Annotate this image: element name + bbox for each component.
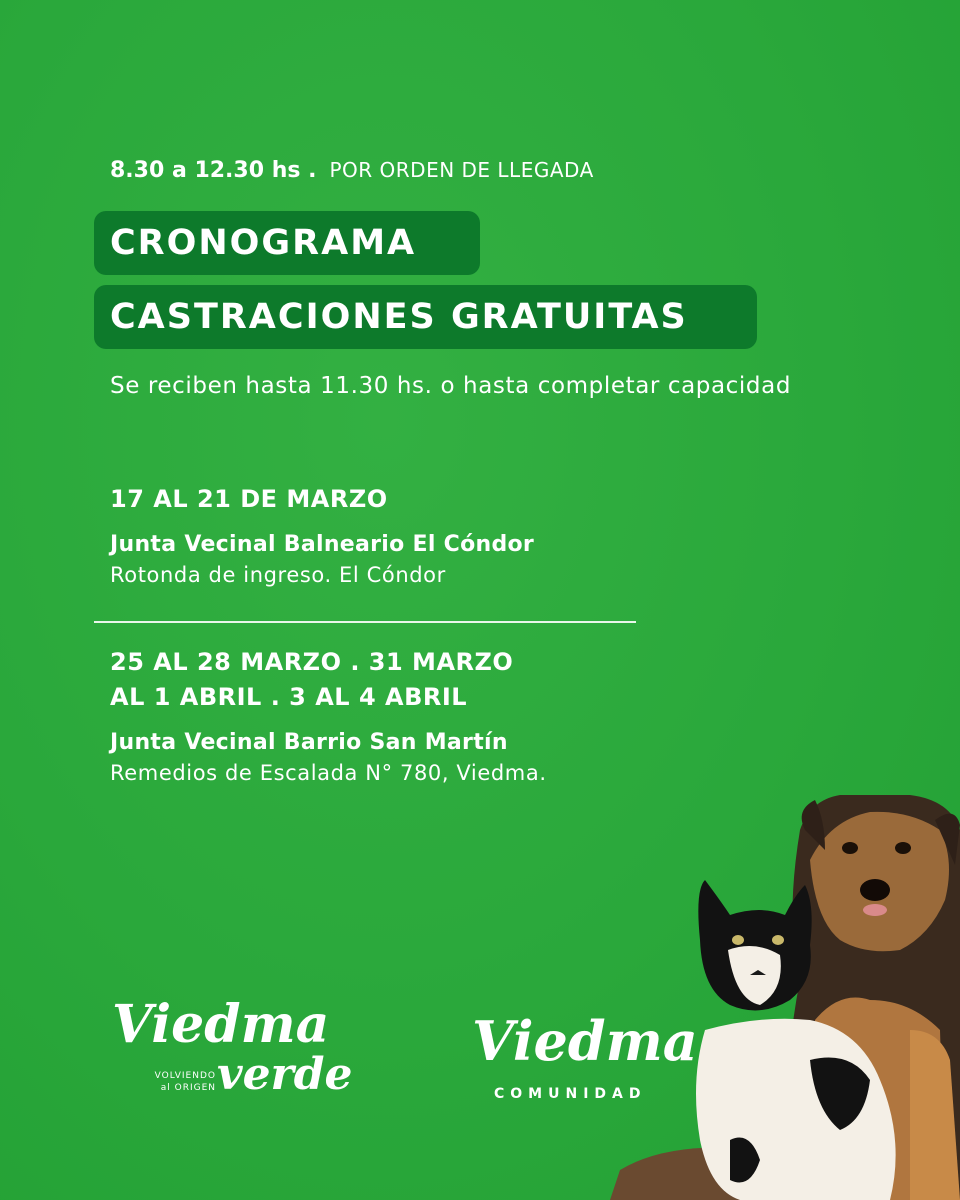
title-cronograma: CRONOGRAMA	[94, 211, 480, 275]
hours-range: 8.30 a 12.30 hs .	[110, 158, 317, 183]
schedule-address: Rotonda de ingreso. El Cóndor	[110, 563, 446, 587]
schedule-item-1	[110, 482, 670, 587]
arrival-order-note: POR ORDEN DE LLEGADA	[329, 158, 594, 182]
viedma-comunidad-logo-main: Viedma	[472, 1009, 698, 1073]
schedule-dates-line1: 25 AL 28 MARZO . 31 MARZO	[110, 648, 514, 676]
schedule-item-2	[110, 645, 670, 785]
schedule-address: Remedios de Escalada N° 780, Viedma.	[110, 761, 547, 785]
schedule-place: Junta Vecinal Barrio San Martín	[110, 730, 508, 755]
hours-line	[110, 158, 594, 183]
viedma-verde-logo-word: verde	[217, 1049, 353, 1100]
viedma-verde-logo	[112, 995, 372, 1105]
schedule-place: Junta Vecinal Balneario El Cóndor	[110, 532, 535, 557]
divider	[94, 621, 636, 623]
viedma-comunidad-sub: COMUNIDAD	[494, 1086, 647, 1102]
capacity-note: Se reciben hasta 11.30 hs. o hasta completar capacidad	[110, 373, 792, 399]
title-castraciones: CASTRACIONES GRATUITAS	[94, 285, 757, 349]
viedma-verde-logo-main: Viedma	[112, 994, 330, 1055]
pets-image	[610, 700, 960, 1200]
schedule-dates-line2: AL 1 ABRIL . 3 AL 4 ABRIL	[110, 683, 468, 711]
viedma-verde-tagline: VOLVIENDO al ORIGEN	[154, 1071, 216, 1093]
schedule-dates: 17 AL 21 DE MARZO	[110, 485, 388, 513]
